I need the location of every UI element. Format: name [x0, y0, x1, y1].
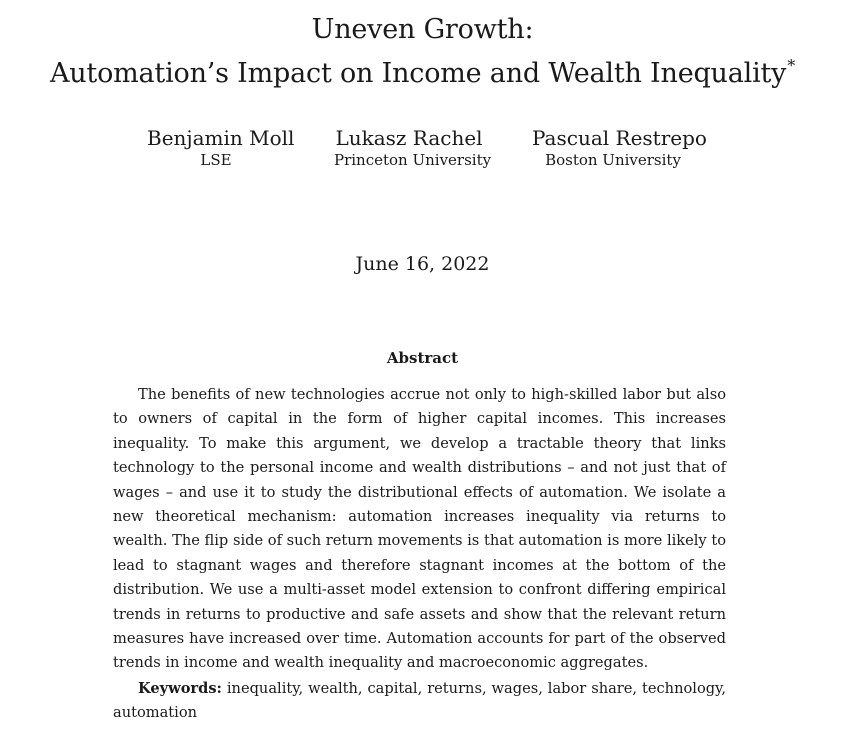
author-block-3: [532, 126, 707, 170]
author-name: Lukasz Rachel: [335, 126, 483, 150]
paper-date: June 16, 2022: [355, 253, 490, 275]
author-affiliation: Princeton University: [334, 151, 492, 169]
author-block-2: [334, 126, 492, 170]
keywords-list: inequality, wealth, capital, returns, wages, labor share, technology, automation: [113, 680, 727, 722]
paper-title-line-2-text: Automation’s Impact on Income and Wealth Inequality: [49, 58, 787, 89]
keywords-paragraph: [113, 677, 726, 726]
author-affiliation: LSE: [200, 151, 232, 169]
author-name: Benjamin Moll: [147, 126, 295, 150]
author-block-1: [147, 126, 295, 170]
author-affiliation: Boston University: [545, 151, 681, 169]
abstract-body: The benefits of new technologies accrue not only to high-skilled labor but also to owners of capital in the form of higher capital incomes. This increases inequality. To make this argument, we develop a tractable theory that links technology to the personal income and wealth distributions – and not just that of wages – and use it to study the distributional effects of automation. We isolate a new theoretical mechanism: automation increases inequality via returns to wealth. The flip side of such return movements is that automation is more likely to lead to stagnant wages and therefore stagnant incomes at the bottom of the distribution. We use a multi-asset model extension to confront differing empirical trends in returns to productive and safe assets and show that the relevant return measures have increased over time. Automation accounts for part of the observed trends in income and wealth inequality and macroeconomic aggregates.: [113, 386, 726, 672]
paper-title-line-1-text: Uneven Growth:: [311, 14, 534, 45]
author-name: Pascual Restrepo: [532, 126, 707, 150]
paper-title-line-1: [0, 16, 845, 43]
keywords-label: Keywords:: [138, 680, 222, 697]
paper-title-line-2: [0, 56, 845, 89]
abstract-heading: Abstract: [386, 349, 459, 367]
title-footnote-mark: *: [787, 56, 796, 75]
